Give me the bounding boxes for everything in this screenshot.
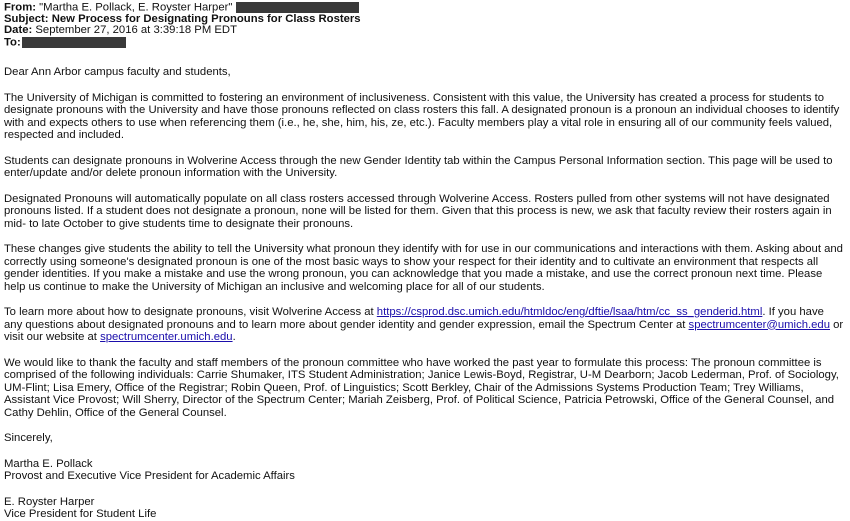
paragraph-wolverine-access: Students can designate pronouns in Wolverine Access through the new Gender Identity tab within the Campus Personal Information section. This page will be used to enter/update and/or delete pronoun information with the University. <box>4 154 833 179</box>
signature-2 <box>4 496 844 521</box>
to-line <box>4 37 844 49</box>
redacted-sender-email <box>236 2 359 13</box>
signature-2-name: E. Royster Harper <box>4 495 95 508</box>
closing: Sincerely, <box>4 432 53 444</box>
signature-2-title: Vice President for Student Life <box>4 508 157 520</box>
learn-more-text-4: . <box>232 331 236 343</box>
spectrum-website-link[interactable]: spectrumcenter.umich.edu <box>100 331 233 343</box>
genderid-link[interactable]: https://csprod.dsc.umich.edu/htmldoc/eng/dftie/lsaa/htm/cc_ss_genderid.html <box>376 306 763 318</box>
learn-more-text-2: . If you have any questions about designated pronouns and to learn more about gender identity and gender expression, email the Spectrum Center at <box>4 306 824 331</box>
learn-more-text-1: To learn more about how to designate pronouns, visit Wolverine Access at <box>4 306 377 318</box>
subject-label: Subject: <box>4 12 49 25</box>
email-message <box>4 2 844 521</box>
paragraph-intro: The University of Michigan is committed to fostering an environment of inclusiveness. Consistent with this value, the University has created a process for students to designate pronouns with the University and have those pronouns reflected on class rosters this fall. A designated pronoun is a pronoun an individual chooses to identify with and expects others to use when referencing them (i.e., he, she, him, his, ze, etc.). Faculty members play a vital role in ensuring all of our community feels valued, respected and included. <box>4 91 840 141</box>
paragraph-respect: These changes give students the ability to tell the University what pronoun they identify with for use in our communications and interactions with them. Asking about and correctly using someone's designated pronoun is one of the most basic ways to show your respect for their identity and to cultivate an environment that respects all gender identities. If you make a mistake and use the wrong pronoun, you can acknowledge that you made a mistake, and use the correct pronoun next time. Please help us continue to make the University of Michigan an inclusive and welcoming place for all of our students. <box>4 243 843 293</box>
email-body <box>4 66 844 521</box>
paragraph-committee: We would like to thank the faculty and staff members of the pronoun committee who have worked the past year to formulate this process: The pronoun committee is comprised of the following individuals: Carrie Shumaker, ITS Student Administration; Janice Lewis-Boyd, Registrar, U-M Dearborn; Jacob Lederman, Prof. of Sociology, UM-Flint; Lisa Emery, Office of the Registrar; Robin Queen, Prof. of Linguistics; Scott Berkley, Chair of the Admissions Systems Production Team; Trey Williams, Assistant Vice Provost; Will Sherry, Director of the Spectrum Center; Mariah Zeisberg, Prof. of Political Science, Patricia Petrowski, Office of the General Counsel, and Cathy Dehlin, Office of the General Counsel. <box>4 356 839 419</box>
subject-value: New Process for Designating Pronouns for Class Rosters <box>51 12 361 25</box>
signature-1 <box>4 458 844 483</box>
email-header <box>4 2 844 48</box>
paragraph-learn-more <box>4 306 844 344</box>
paragraph-rosters: Designated Pronouns will automatically populate on all class rosters accessed through Wolverine Access. Rosters pulled from other systems will not have designated pronouns listed. If a student does not designate a pronoun, none will be listed for them. Given that this process is new, we ask that faculty review their rosters again in mid- to late October to give students time to designate their pronouns. <box>4 192 832 230</box>
date-label: Date: <box>4 24 33 36</box>
redacted-recipient <box>22 37 126 48</box>
from-label: From: <box>4 1 37 14</box>
date-line <box>4 25 844 37</box>
date-value: September 27, 2016 at 3:39:18 PM EDT <box>35 24 237 36</box>
signature-1-name: Martha E. Pollack <box>4 457 93 470</box>
spectrum-email-link[interactable]: spectrumcenter@umich.edu <box>688 318 830 331</box>
signature-1-title: Provost and Executive Vice President for Academic Affairs <box>4 470 295 482</box>
from-value: "Martha E. Pollack, E. Royster Harper" <box>39 1 233 14</box>
greeting: Dear Ann Arbor campus faculty and students, <box>4 66 231 78</box>
to-label: To: <box>4 35 21 48</box>
learn-more-text-3: or visit our website at <box>4 318 844 343</box>
